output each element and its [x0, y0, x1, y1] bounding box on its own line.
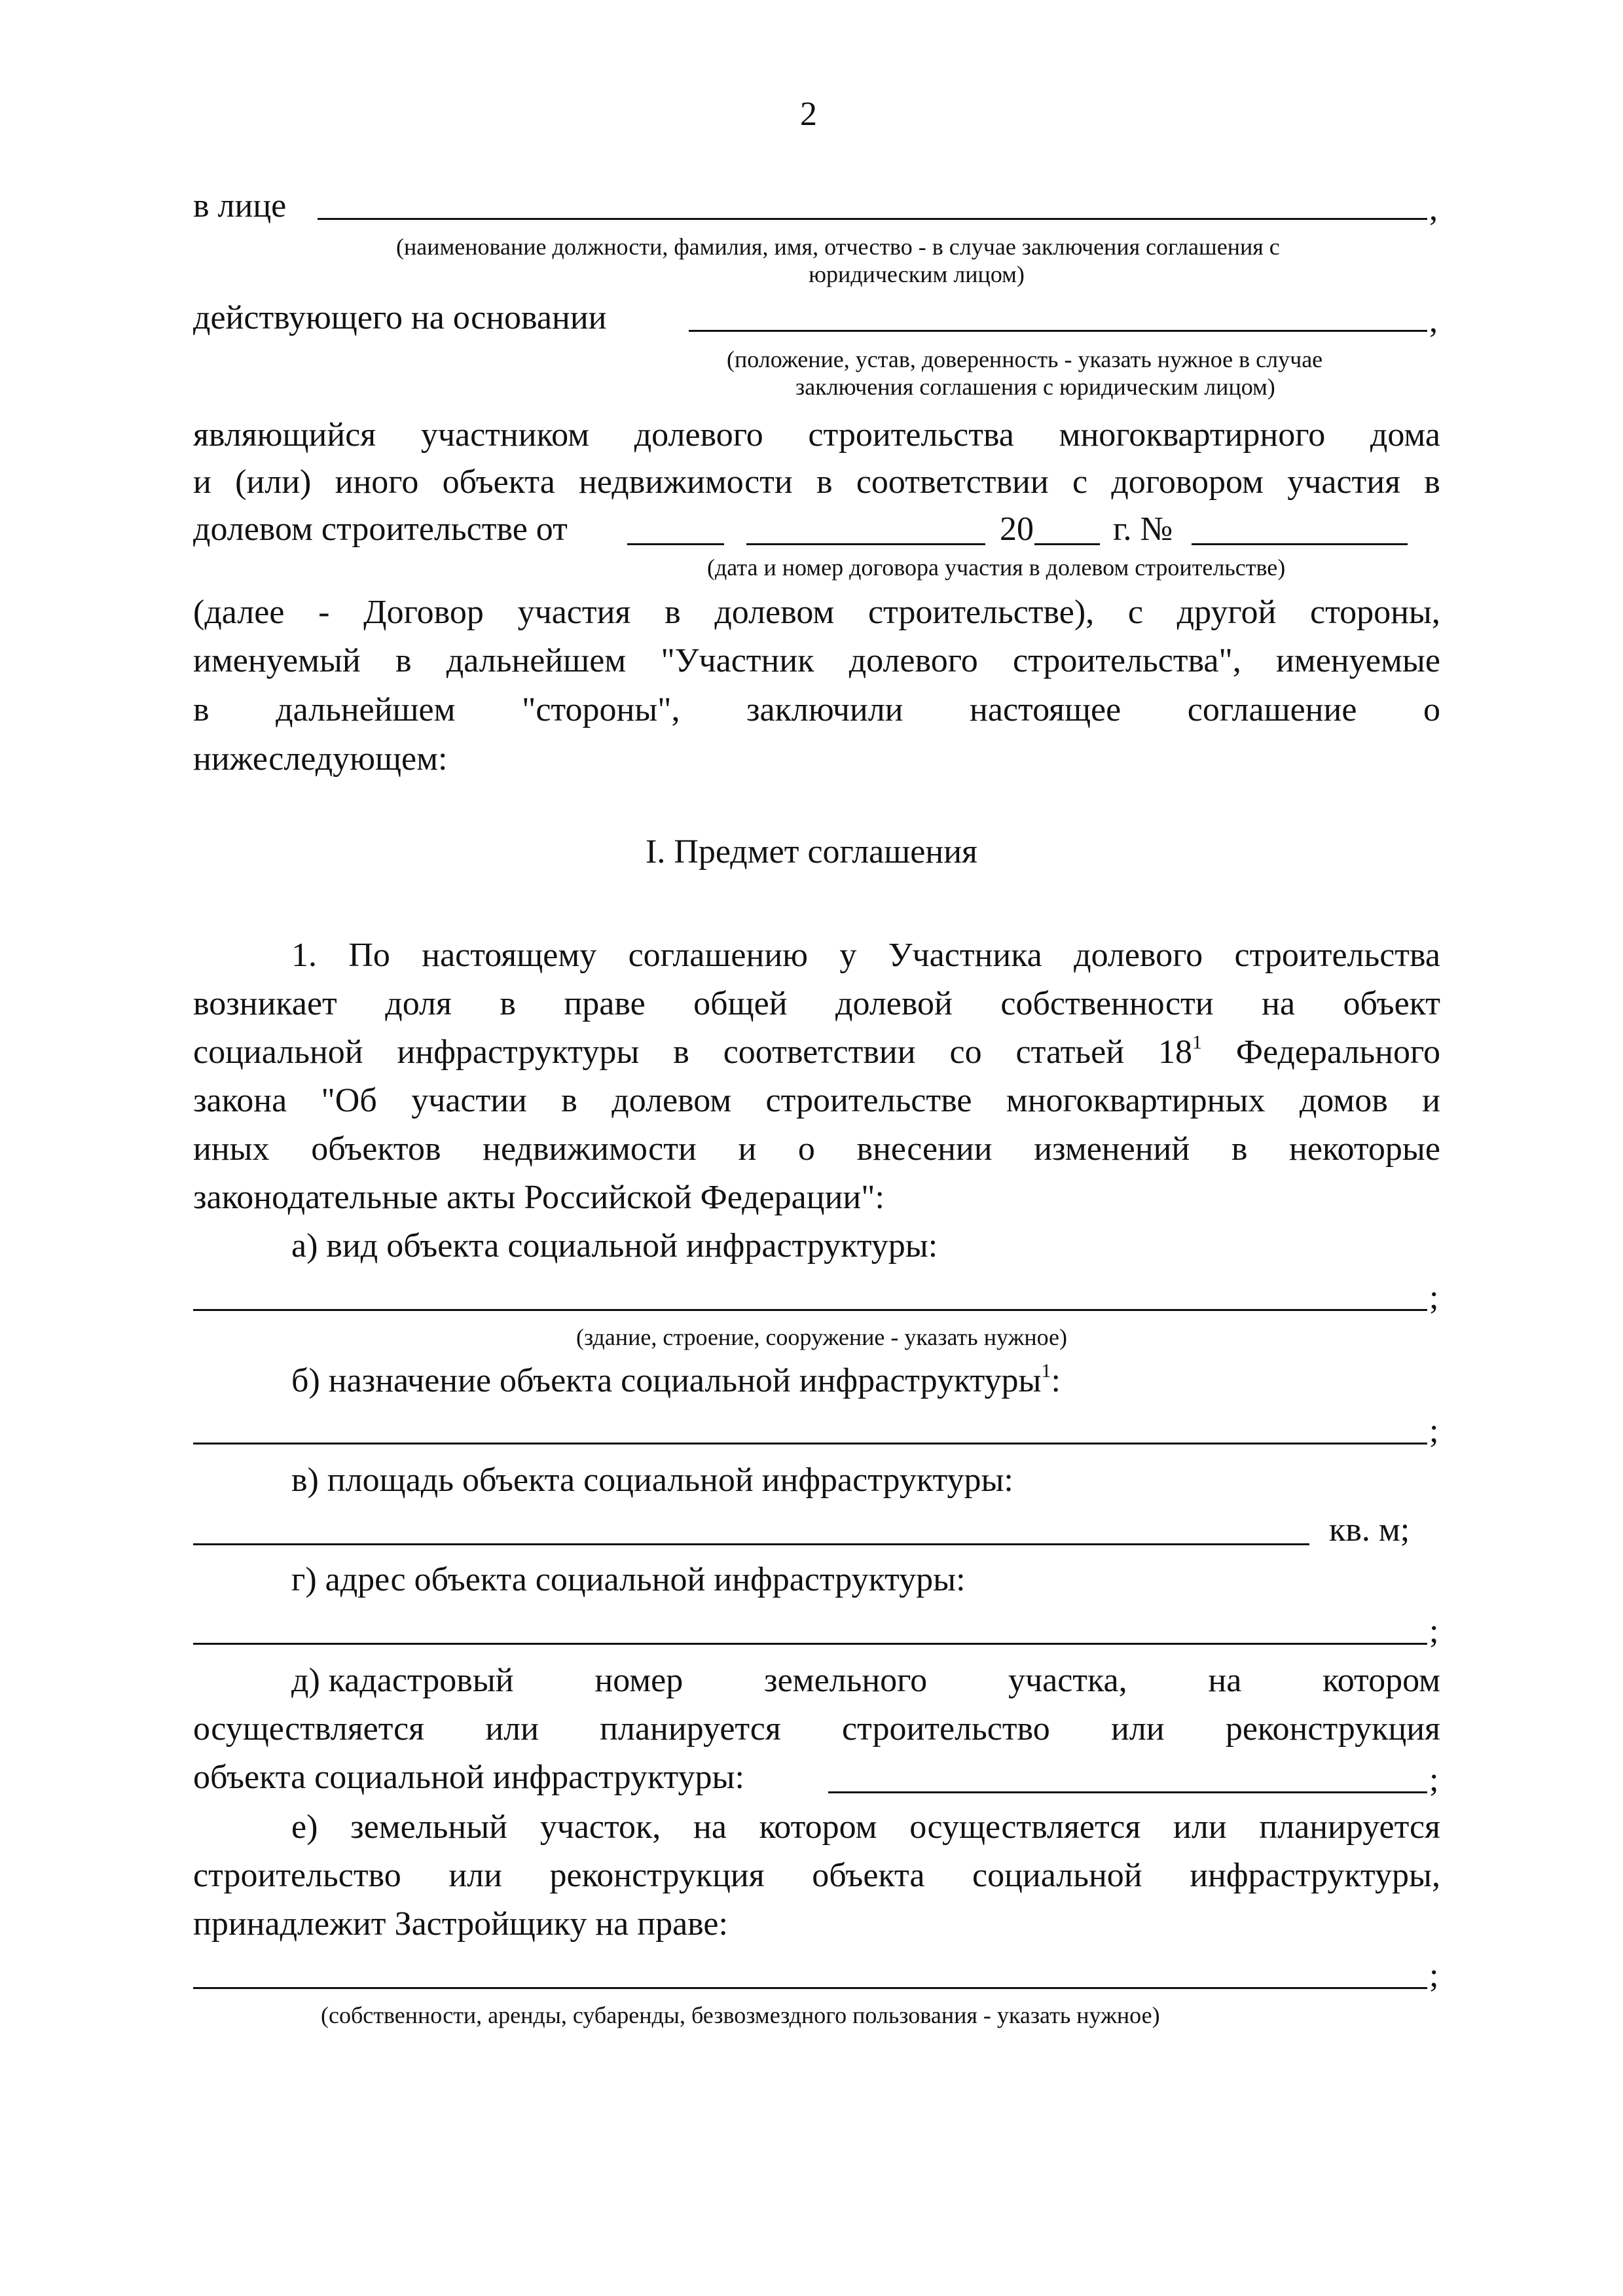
item-c-fill-line[interactable] — [193, 1543, 1309, 1545]
item-c-unit: кв. м; — [1329, 1511, 1410, 1549]
clause1-line-2: возникает доля в праве общей долевой собственности на объект — [193, 985, 1440, 1022]
basis-hint-1: (положение, устав, доверенность - указать нужное в случае — [727, 346, 1323, 372]
representative-hint-2: юридическим лицом) — [809, 261, 1025, 287]
intro-line-1: являющийся участником долевого строительства многоквартирного дома — [193, 416, 1440, 454]
representative-label: в лице — [193, 187, 287, 224]
item-e-fill-line[interactable] — [828, 1791, 1427, 1793]
item-e-line-1: д) кадастровый номер земельного участка, на котором — [291, 1662, 1440, 1699]
contract-date-label: долевом строительстве от — [193, 511, 568, 548]
item-d-label: г) адрес объекта социальной инфраструктуры: — [291, 1561, 966, 1598]
clause1-line-6: законодательные акты Российской Федерации": — [193, 1179, 884, 1216]
basis-comma: , — [1429, 302, 1438, 340]
item-b-fill-line[interactable] — [193, 1443, 1427, 1444]
item-f-hint: (собственности, аренды, субаренды, безвозмездного пользования - указать нужное) — [321, 2002, 1160, 2028]
intro-line-6: в дальнейшем "стороны", заключили настоящее соглашение о — [193, 691, 1440, 728]
item-f-line-2: строительство или реконструкция объекта социальной инфраструктуры, — [193, 1857, 1440, 1894]
item-b-semicolon: ; — [1429, 1412, 1439, 1450]
item-e-line-3: объекта социальной инфраструктуры: — [193, 1759, 744, 1796]
basis-label: действующего на основании — [193, 299, 607, 336]
item-a-label: а) вид объекта социальной инфраструктуры: — [291, 1227, 938, 1265]
representative-comma: , — [1429, 190, 1438, 228]
clause1-line-3: социальной инфраструктуры в соответствии со статьей $18^1$ Федерального — [193, 1031, 1440, 1071]
contract-year-line[interactable] — [1034, 543, 1100, 545]
item-f-semicolon: ; — [1429, 1957, 1439, 1994]
clause1-line-5: иных объектов недвижимости и о внесении изменений в некоторые — [193, 1130, 1440, 1168]
item-a-hint: (здание, строение, сооружение - указать нужное) — [576, 1324, 1068, 1350]
item-a-fill-line[interactable] — [193, 1309, 1427, 1311]
article-superscript: 1 — [1192, 1031, 1202, 1053]
intro-line-5: именуемый в дальнейшем "Участник долевого строительства", именуемые — [193, 642, 1440, 679]
item-d-fill-line[interactable] — [193, 1643, 1427, 1645]
item-d-semicolon: ; — [1429, 1613, 1439, 1650]
basis-hint-2: заключения соглашения с юридическим лицом) — [795, 374, 1275, 400]
page-number: 2 — [800, 96, 817, 133]
clause1-line-1: 1. По настоящему соглашению у Участника долевого строительства — [291, 937, 1440, 974]
contract-number-label: г. № — [1113, 511, 1173, 548]
intro-line-7: нижеследующем: — [193, 740, 448, 778]
contract-day-line[interactable] — [627, 543, 724, 545]
item-a-semicolon: ; — [1429, 1279, 1439, 1316]
contract-hint: (дата и номер договора участия в долевом строительстве) — [707, 554, 1286, 581]
contract-year-prefix: 20 — [1000, 511, 1034, 548]
item-f-line-1: е) земельный участок, на котором осуществляется или планируется — [291, 1808, 1440, 1846]
contract-number-line[interactable] — [1192, 543, 1408, 545]
item-f-line-3: принадлежит Застройщику на праве: — [193, 1905, 728, 1943]
item-b-superscript: 1 — [1041, 1360, 1051, 1382]
item-f-fill-line[interactable] — [193, 1987, 1427, 1989]
representative-hint-1: (наименование должности, фамилия, имя, отчество - в случае заключения соглашения с — [396, 234, 1280, 260]
intro-line-4: (далее - Договор участия в долевом строительстве), с другой стороны, — [193, 594, 1440, 631]
section-title: I. Предмет соглашения — [646, 833, 977, 870]
item-b-label: б) назначение объекта социальной инфраструктуры$^1$: — [291, 1360, 1061, 1399]
representative-fill-line[interactable] — [318, 218, 1427, 220]
item-e-line-2: осуществляется или планируется строительство или реконструкция — [193, 1710, 1440, 1748]
article-number: $18^1$ — [1158, 1031, 1202, 1071]
intro-line-2: и (или) иного объекта недвижимости в соответствии с договором участия в — [193, 463, 1440, 501]
contract-month-line[interactable] — [746, 543, 985, 545]
item-c-label: в) площадь объекта социальной инфраструктуры: — [291, 1462, 1013, 1499]
basis-fill-line[interactable] — [689, 330, 1427, 332]
clause1-line-4: закона "Об участии в долевом строительстве многоквартирных домов и — [193, 1082, 1440, 1119]
item-e-semicolon: ; — [1429, 1761, 1439, 1799]
